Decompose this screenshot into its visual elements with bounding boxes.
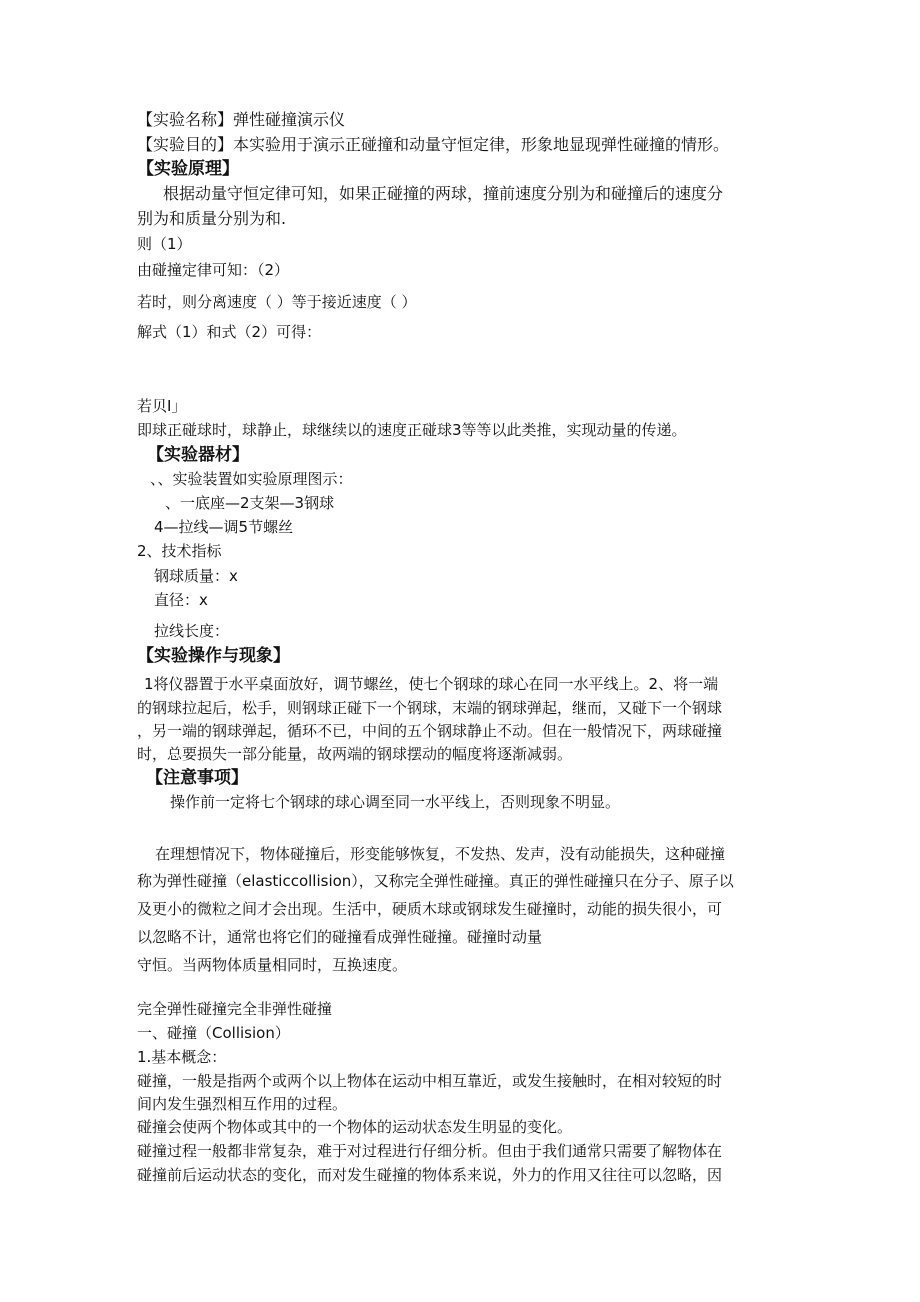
operation-line-3: ，另一端的钢球弹起，循环不已，中间的五个钢球静止不动。但在一般情况下，两球碰撞: [137, 722, 723, 740]
operation-line-1: 1将仪器置于水平桌面放好，调节螺丝，使七个钢球的球心在同一水平线上。2、将一端: [144, 675, 719, 693]
collision-process-line-1: 碰撞过程一般都非常复杂，难于对过程进行仔细分析。但由于我们通常只需要了解物体在: [137, 1142, 723, 1160]
equipment-item-1: 、、实验装置如实验原理图示：: [150, 470, 353, 488]
equipment-item-2: 、一底座—2支架—3钢球: [165, 494, 335, 512]
operation-line-4: 时，总要损失一部分能量，故两端的钢球摆动的幅度将逐渐减弱。: [137, 745, 573, 763]
collision-def-line-2: 间内发生强烈相互作用的过程。: [137, 1095, 348, 1113]
tech-spec-heading: 2、技术指标: [137, 542, 222, 560]
experiment-purpose: 【实验目的】本实验用于演示正碰撞和动量守恒定律，形象地显现弹性碰撞的情形。: [137, 135, 730, 154]
basic-concept-heading: 1.基本概念：: [137, 1048, 227, 1066]
principle-line-2: 别为和质量分别为和.: [137, 209, 287, 228]
collision-section-heading: 一、碰撞（Collision）: [137, 1024, 290, 1042]
collision-def-line-1: 碰撞，一般是指两个或两个以上物体在运动中相互靠近，或发生接触时，在相对较短的时: [137, 1072, 723, 1090]
ball-mass: 钢球质量：x: [154, 567, 238, 585]
principle-line-1: 根据动量守恒定律可知，如果正碰撞的两球，撞前速度分别为和碰撞后的速度分: [163, 184, 724, 203]
elastic-para-line-1: 在理想情况下，物体碰撞后，形变能够恢复，不发热、发声，没有动能损失，这种碰撞: [155, 845, 726, 863]
separation-speed-line: 若时，则分离速度（ ）等于接近速度（ ）: [137, 293, 417, 311]
notes-line: 操作前一定将七个钢球的球心调至同一水平线上，否则现象不明显。: [170, 793, 621, 811]
equipment-item-3: 4—拉线—调5节螺丝: [154, 518, 294, 536]
elastic-para-line-4: 以忽略不计，通常也将它们的碰撞看成弹性碰撞。碰撞时动量: [137, 928, 543, 946]
equation-1: 则（1）: [137, 235, 192, 253]
elastic-para-line-3: 及更小的微粒之间才会出现。生活中，硬质木球或钢球发生碰撞时，动能的损失很小，可: [137, 900, 723, 918]
principle-heading: 【实验原理】: [137, 159, 239, 179]
collision-effect-line: 碰撞会使两个物体或其中的一个物体的运动状态发生明显的变化。: [137, 1118, 573, 1136]
solve-line: 解式（1）和式（2）可得：: [137, 323, 322, 341]
momentum-transfer-line: 即球正碰球时，球静止，球继续以的速度正碰球3等等以此类推，实现动量的传递。: [137, 421, 687, 439]
result-line: 若贝I」: [137, 397, 187, 415]
equation-2: 由碰撞定律可知：（2）: [137, 261, 290, 279]
diameter: 直径：x: [154, 591, 208, 609]
operation-heading: 【实验操作与现象】: [137, 646, 290, 666]
operation-line-2: 的钢球拉起后，松手，则钢球正碰下一个钢球，末端的钢球弹起，继而，又碰下一个钢球: [137, 699, 723, 717]
equipment-heading: 【实验器材】: [147, 445, 249, 465]
experiment-name: 【实验名称】弹性碰撞演示仪: [137, 110, 346, 129]
notes-heading: 【注意事项】: [146, 768, 248, 788]
elastic-para-line-2: 称为弹性碰撞（elasticcollision），又称完全弹性碰撞。真正的弹性碰撞只在分子、原子以: [137, 872, 734, 890]
elastic-para-line-5: 守恒。当两物体质量相同时，互换速度。: [137, 956, 408, 974]
collision-types-line: 完全弹性碰撞完全非弹性碰撞: [137, 1000, 333, 1018]
string-length: 拉线长度：: [154, 622, 230, 640]
collision-process-line-2: 碰撞前后运动状态的变化，而对发生碰撞的物体系来说，外力的作用又往往可以忽略，因: [137, 1166, 723, 1184]
